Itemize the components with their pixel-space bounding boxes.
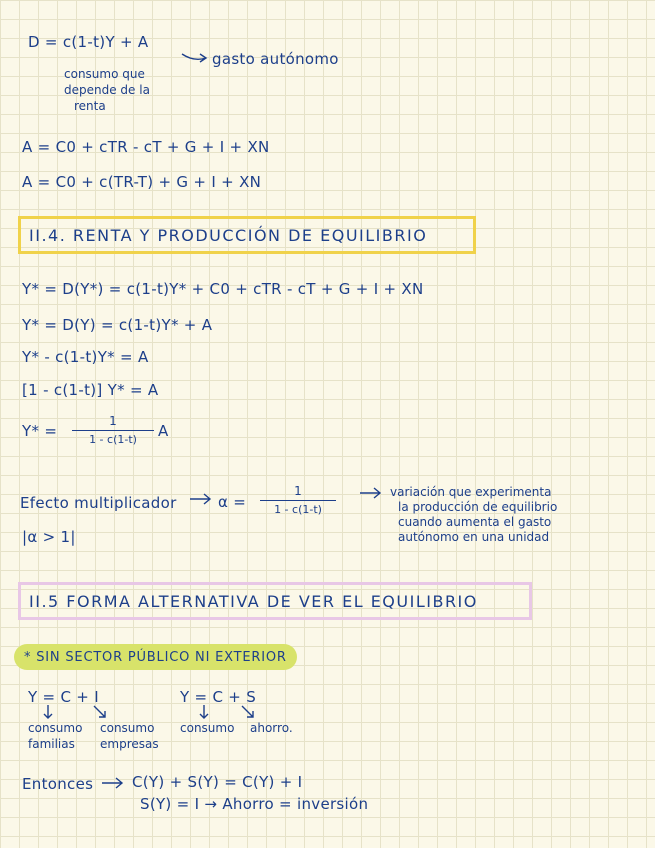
consumo-empresas-2: empresas <box>100 737 159 751</box>
equilibrium-eq-3: Y* - c(1-t)Y* = A <box>22 348 149 366</box>
autonomo-label: gasto autónomo <box>212 50 339 68</box>
multiplier-note-3: cuando aumenta el gasto <box>398 515 552 529</box>
ahorro-label: ahorro. <box>250 721 293 735</box>
equilibrium-eq-1: Y* = D(Y*) = c(1-t)Y* + C0 + cTR - cT + G + I + XN <box>22 280 424 298</box>
multiplier-alpha: α = <box>218 493 247 511</box>
identity-cs: Y = C + S <box>180 688 257 706</box>
arrow-icon <box>100 776 126 790</box>
arrow-icon <box>358 486 384 500</box>
multiplier-note-4: autónomo en una unidad <box>398 530 550 544</box>
final-eq-2: S(Y) = I → Ahorro = inversión <box>140 795 369 813</box>
multiplier-note-2: la producción de equilibrio <box>398 500 558 514</box>
arrow-icon <box>188 492 214 506</box>
highlight-sin-sector: * SIN SECTOR PÚBLICO NI EXTERIOR <box>14 644 297 670</box>
identity-ci: Y = C + I <box>28 688 99 706</box>
equilibrium-eq-5-rhs: A <box>158 422 169 440</box>
arrow-down-right-icon <box>240 704 256 720</box>
consumo-familias-2: familias <box>28 737 75 751</box>
demand-formula: D = c(1-t)Y + A <box>28 33 149 51</box>
arrow-down-icon <box>196 704 212 720</box>
multiplier-note-1: variación que experimenta <box>390 485 552 499</box>
consumo-empresas-1: consumo <box>100 721 155 735</box>
arrow-icon <box>180 50 210 64</box>
consumo-note-1: consumo que <box>64 67 145 81</box>
alpha-condition: |α > 1| <box>22 528 76 546</box>
arrow-down-icon <box>40 704 56 720</box>
autonomous-formula-2: A = C0 + c(TR-T) + G + I + XN <box>22 173 262 191</box>
equilibrium-fraction <box>72 414 154 446</box>
multiplier-numerator: 1 <box>294 484 302 498</box>
section-4-title: II.4. RENTA Y PRODUCCIÓN DE EQUILIBRIO <box>18 216 476 254</box>
entonces-label: Entonces <box>22 775 94 793</box>
consumo-label: consumo <box>180 721 235 735</box>
arrow-down-right-icon <box>92 704 108 720</box>
final-eq-1: C(Y) + S(Y) = C(Y) + I <box>132 773 303 791</box>
fraction-numerator: 1 <box>109 414 117 428</box>
consumo-note-2: depende de la <box>64 83 150 97</box>
autonomous-formula-1: A = C0 + cTR - cT + G + I + XN <box>22 138 270 156</box>
multiplier-label: Efecto multiplicador <box>20 494 177 512</box>
consumo-note-3: renta <box>74 99 106 113</box>
equilibrium-eq-5-lhs: Y* = <box>22 422 58 440</box>
multiplier-bar <box>260 500 336 501</box>
consumo-familias-1: consumo <box>28 721 83 735</box>
section-5-title: II.5 FORMA ALTERNATIVA DE VER EL EQUILIBRIO <box>18 582 532 620</box>
equilibrium-eq-4: [1 - c(1-t)] Y* = A <box>22 381 159 399</box>
equilibrium-eq-2: Y* = D(Y) = c(1-t)Y* + A <box>22 316 213 334</box>
multiplier-fraction <box>260 484 336 516</box>
multiplier-denominator: 1 - c(1-t) <box>274 503 322 516</box>
fraction-bar <box>72 430 154 431</box>
fraction-denominator: 1 - c(1-t) <box>89 433 137 446</box>
